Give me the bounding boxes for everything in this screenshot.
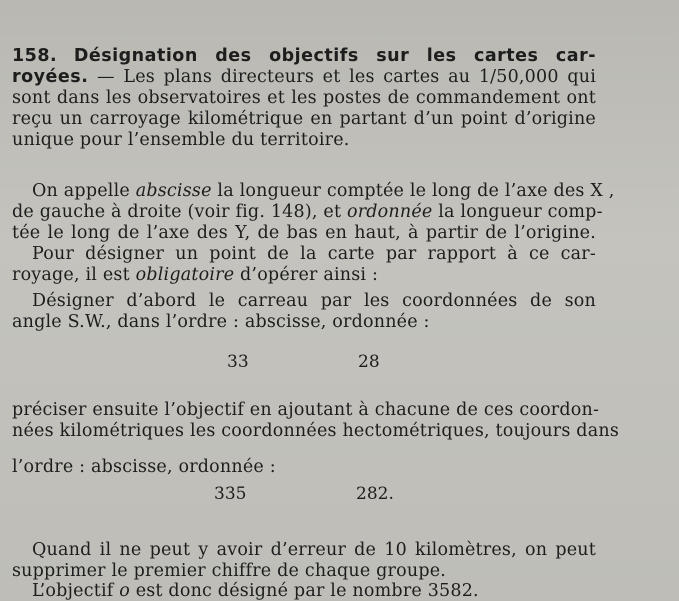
text-line: L’objectif o est donc désigné par le nombre 3582. xyxy=(32,581,479,601)
text-line: reçu un carroyage kilométrique en partant d’un point d’origine xyxy=(12,109,596,129)
coord-ordinate-2: 282. xyxy=(356,484,394,504)
text-line: supprimer le premier chiffre de chaque groupe. xyxy=(12,561,447,581)
heading-line-1 xyxy=(12,46,596,66)
term-ordonnee: ordonnée xyxy=(346,202,433,222)
text-line: angle S.W., dans l’ordre : abscisse, ordonnée : xyxy=(12,312,430,332)
text-line: unique pour l’ensemble du territoire. xyxy=(12,130,350,150)
text-line: On appelle abscisse la longueur comptée le long de l’axe des X , xyxy=(32,181,615,201)
text-line: royage, il est obligatoire d’opérer ainsi : xyxy=(12,265,379,285)
section-heading-cont: royées. xyxy=(12,67,89,87)
text-line: Désigner d’abord le carreau par les coordonnées de son xyxy=(32,291,596,311)
section-heading: Désignation des objectifs sur les cartes car- xyxy=(73,46,596,66)
intro-text: — Les plans directeurs et les cartes au 1/50,000 qui xyxy=(97,67,596,87)
text-line: de gauche à droite (voir fig. 148), et ordonnée la longueur comp- xyxy=(12,202,603,222)
text-line: nées kilométriques les coordonnées hectométriques, toujours dans xyxy=(12,421,619,441)
text-line: Pour désigner un point de la carte par rapport à ce car- xyxy=(32,244,596,264)
text-line: tée le long de l’axe des Y, de bas en haut, à partir de l’origine. xyxy=(12,223,596,243)
objective-letter: o xyxy=(119,581,130,601)
text-line: sont dans les observatoires et les postes de commandement ont xyxy=(12,88,596,108)
text-line: Quand il ne peut y avoir d’erreur de 10 kilomètres, on peut xyxy=(32,540,596,560)
term-abscisse: abscisse xyxy=(135,181,212,201)
coord-abscissa-2: 335 xyxy=(214,484,247,504)
term-obligatoire: obligatoire xyxy=(135,265,235,285)
heading-line-2 xyxy=(12,67,596,87)
text-line: l’ordre : abscisse, ordonnée : xyxy=(12,457,276,477)
coord-ordinate-1: 28 xyxy=(358,352,380,372)
coord-abscissa-1: 33 xyxy=(227,352,249,372)
section-number: 158. xyxy=(12,46,58,66)
text-line: préciser ensuite l’objectif en ajoutant à chacune de ces coordon- xyxy=(12,400,600,420)
